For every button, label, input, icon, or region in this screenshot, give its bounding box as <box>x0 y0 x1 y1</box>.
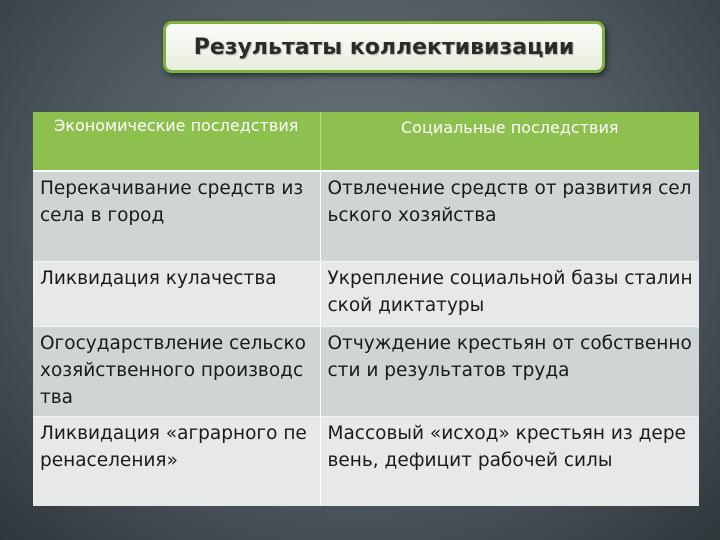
economic-cell: Огосударствление сельскохозяйственного производства <box>33 327 320 417</box>
economic-cell: Ликвидация «аграрного перенаселения» <box>33 417 320 507</box>
social-cell: Отчуждение крестьян от собственности и результатов труда <box>320 327 699 417</box>
economic-cell: Ликвидация кулачества <box>33 262 320 327</box>
title-box <box>163 21 605 73</box>
social-cell: Отвлечение средств от развития сельского хозяйства <box>320 171 699 262</box>
table-row <box>33 417 699 507</box>
header-social: Социальные последствия <box>320 112 699 171</box>
table-row <box>33 327 699 417</box>
results-table <box>33 112 699 506</box>
table-row <box>33 262 699 327</box>
table-row <box>33 171 699 262</box>
slide-title: Результаты коллективизации <box>193 34 575 60</box>
social-cell: Укрепление социальной базы сталинской диктатуры <box>320 262 699 327</box>
header-economic: Экономические последствия <box>33 112 320 171</box>
social-cell: Массовый «исход» крестьян из деревень, дефицит рабочей силы <box>320 417 699 507</box>
table-header-row <box>33 112 699 171</box>
economic-cell: Перекачивание средств из села в город <box>33 171 320 262</box>
